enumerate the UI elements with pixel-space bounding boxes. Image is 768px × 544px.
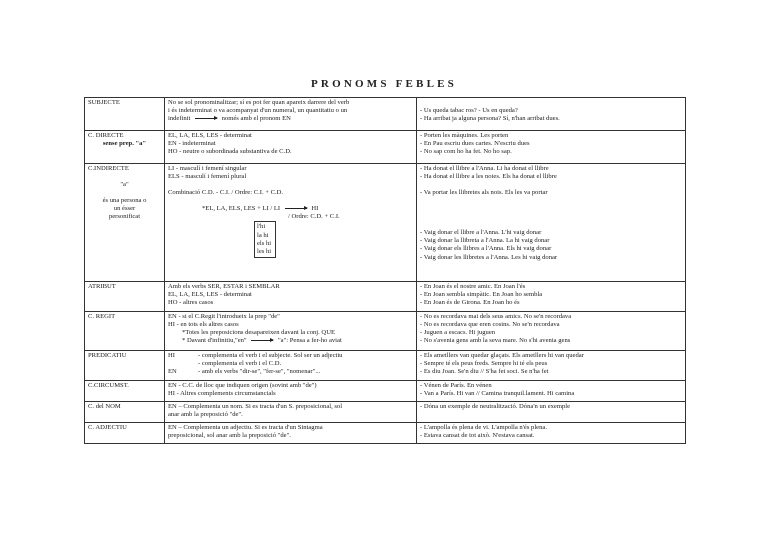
box-item: els hi bbox=[257, 239, 272, 247]
examples-cell bbox=[417, 282, 686, 312]
label-subtext: és una persona o bbox=[102, 197, 147, 205]
example-line: - Va portar les llibretes als nois. Els les va portar bbox=[420, 189, 548, 197]
label-text: SUBJECTE bbox=[88, 99, 120, 106]
rule-text: HI bbox=[168, 352, 175, 359]
label-text: C. del NOM bbox=[88, 403, 121, 410]
example-line: - Vaig donar la llibreta a l'Anna. La hi vaig donar bbox=[420, 237, 550, 245]
rule-line: EL, LA, ELS, LES - determinat bbox=[168, 291, 252, 299]
rule-line: preposicional, sol anar amb la preposició "de". bbox=[168, 432, 291, 440]
rule-line: EL, LA, ELS, LES - determinat bbox=[168, 132, 252, 139]
rule-cell bbox=[165, 402, 417, 423]
rule-text: EN bbox=[168, 368, 177, 376]
table-row bbox=[85, 164, 686, 282]
label-subtext: "a" bbox=[120, 181, 129, 189]
box-item: l'hi bbox=[257, 223, 266, 231]
row-label bbox=[85, 98, 165, 131]
rule-text: indefinit bbox=[168, 115, 191, 123]
row-label bbox=[85, 402, 165, 423]
rule-line: Combinació C.D. - C.I. / Ordre: C.I. + C.D. bbox=[168, 189, 284, 197]
examples-cell bbox=[417, 164, 686, 282]
rule-line: ELS - masculí i femení plural bbox=[168, 173, 247, 181]
example-line: - Ha donat el llibre a l'Anna. Li ha donat el llibre bbox=[420, 165, 549, 172]
arrow-icon bbox=[195, 118, 217, 119]
label-text: ATRIBUT bbox=[88, 283, 116, 290]
rule-text: * Davant d'infinitiu,"en" bbox=[182, 337, 247, 345]
example-line: - Porten les màquines. Les porten bbox=[420, 132, 509, 139]
rule-line: i és indeterminat o va acompanyat d'un numeral, un quantitatiu o un bbox=[168, 107, 348, 115]
rule-line: EN – Complementa un nom. Si es tracta d'un S. preposicional, sol bbox=[168, 403, 343, 410]
row-label bbox=[85, 351, 165, 381]
rule-cell bbox=[165, 131, 417, 164]
example-line: - Ha arribat ja alguna persona? Sí, n'han arribat dues. bbox=[420, 115, 560, 123]
example-line: - No sap com ho ha fet. No ho sap. bbox=[420, 148, 512, 156]
row-label bbox=[85, 164, 165, 282]
example-line: - Estava cansat de tot això. N'estava cansat. bbox=[420, 432, 535, 440]
rule-line: HO - altres casos bbox=[168, 299, 214, 307]
example-line: - Juguen a escacs. Hi juguen bbox=[420, 329, 496, 337]
pronoms-table bbox=[84, 97, 686, 444]
rule-line: LI - masculí i femení singular bbox=[168, 165, 247, 172]
examples-cell bbox=[417, 351, 686, 381]
example-line: - Dóna un exemple de neutralització. Dóna'n un exemple bbox=[420, 403, 571, 410]
example-line: - Es diu Joan. Se'n diu // S'ha fet soci. Se n'ha fet bbox=[420, 368, 549, 376]
label-text: C. DIRECTE bbox=[88, 132, 124, 139]
box-item: la hi bbox=[257, 231, 269, 239]
example-line: - Vénen de París. En vénen bbox=[420, 382, 492, 389]
combination-box bbox=[254, 221, 276, 257]
row-label bbox=[85, 131, 165, 164]
row-label bbox=[85, 312, 165, 351]
rule-cell bbox=[165, 282, 417, 312]
label-subtext: personificat bbox=[108, 213, 141, 221]
table-row bbox=[85, 131, 686, 164]
examples-cell bbox=[417, 98, 686, 131]
rule-line bbox=[168, 205, 413, 213]
table-row bbox=[85, 381, 686, 402]
example-line: - Els ametllers van quedar glaçats. Els ametllers hi van quedar bbox=[420, 352, 584, 359]
rule-line bbox=[168, 352, 413, 360]
row-label bbox=[85, 381, 165, 402]
box-item: les hi bbox=[257, 247, 272, 255]
label-text: C.INDIRECTE bbox=[88, 165, 129, 172]
rule-text: "a": Pensa a fer-ho aviat bbox=[277, 337, 342, 345]
rule-text: - complementa el verb i el subjecte. Sol ser un adjectiu bbox=[198, 352, 343, 359]
arrow-icon bbox=[285, 208, 307, 209]
rule-line bbox=[168, 337, 413, 345]
label-text: C. REGIT bbox=[88, 313, 116, 320]
label-text: C.CIRCUMST. bbox=[88, 382, 129, 389]
rule-line: EN - indeterminat bbox=[168, 140, 216, 148]
rule-cell bbox=[165, 381, 417, 402]
examples-cell bbox=[417, 423, 686, 444]
example-line: - En Joan sembla simpàtic. En Joan ho sembla bbox=[420, 291, 543, 299]
examples-cell bbox=[417, 312, 686, 351]
rule-line: / Ordre: C.D. + C.I. bbox=[288, 213, 340, 221]
rule-text: - complementa el verb i el C.D. bbox=[198, 360, 282, 368]
label-text: C. ADJECTIU bbox=[88, 424, 127, 431]
label-text: PREDICATIU bbox=[88, 352, 127, 359]
rule-cell bbox=[165, 98, 417, 131]
example-line: - No es recordava que eren cosins. No se'n recordava bbox=[420, 321, 560, 329]
rule-line: HI - Altres complements circumstancials bbox=[168, 390, 276, 398]
example-line: - Vaig donar el llibre a l'Anna. L'hi vaig donar bbox=[420, 229, 542, 237]
rule-line: EN - si el C.Regit l'introdueix la prep "de" bbox=[168, 313, 280, 320]
rule-line bbox=[168, 115, 413, 123]
table-row bbox=[85, 423, 686, 444]
rule-line: EN – Complementa un adjectiu. Si es tracta d'un Sintagma bbox=[168, 424, 323, 431]
rule-line: EN - C.C. de lloc que indiquen origen (sovint amb "de") bbox=[168, 382, 317, 389]
rule-cell bbox=[165, 312, 417, 351]
table-row bbox=[85, 351, 686, 381]
example-line: - Vaig donar les llibretes a l'Anna. Les hi vaig donar bbox=[420, 253, 558, 261]
rule-cell bbox=[165, 351, 417, 381]
rule-line: *Totes les preposicions desapareixen davant la conj. QUE bbox=[182, 329, 335, 337]
arrow-icon bbox=[251, 340, 273, 341]
example-line: - Us queda tabac ros? - Us en queda? bbox=[420, 107, 518, 114]
rule-line: HI - en tots els altres casos bbox=[168, 321, 239, 329]
rule-text: - amb els verbs "dir-se", "fer-se", "nomenar"... bbox=[198, 368, 321, 376]
example-line: - No s'avenia gens amb la seva mare. No s'hi avenia gens bbox=[420, 337, 571, 345]
example-line: - En Pau escriu dues cartes. N'escriu dues bbox=[420, 140, 530, 148]
table-row bbox=[85, 402, 686, 423]
label-subtext: sense prep. "a" bbox=[102, 140, 147, 148]
example-line: - No es recordava mai dels seus amics. No se'n recordava bbox=[420, 313, 572, 320]
example-line: - Sempre té els peus freds. Sempre hi té els peus bbox=[420, 360, 548, 368]
examples-cell bbox=[417, 131, 686, 164]
rule-cell bbox=[165, 164, 417, 282]
example-line: - En Joan és el nostre amic. En Joan l'és bbox=[420, 283, 526, 290]
example-line: - Van a París. Hi van // Camina tranquil.lament. Hi camina bbox=[420, 390, 575, 398]
row-label bbox=[85, 423, 165, 444]
table-row bbox=[85, 282, 686, 312]
example-line: - En Joan és de Girona. En Joan ho és bbox=[420, 299, 520, 307]
rule-cell bbox=[165, 423, 417, 444]
rule-line: Amb els verbs SER, ESTAR i SEMBLAR bbox=[168, 283, 280, 290]
rule-text: HI bbox=[311, 205, 319, 213]
example-line: - Vaig donar els llibres a l'Anna. Els hi vaig donar bbox=[420, 245, 552, 253]
examples-cell bbox=[417, 402, 686, 423]
rule-line: No se sol pronominalitzar; sí es pot fer quan apareix darrere del verb bbox=[168, 99, 350, 106]
rule-line bbox=[168, 368, 413, 376]
examples-cell bbox=[417, 381, 686, 402]
rule-text: *EL, LA, ELS, LES + LI / LI bbox=[202, 205, 281, 213]
example-line: - Ha donat el llibre a les noies. Els ha donat el llibre bbox=[420, 173, 557, 181]
table-row bbox=[85, 98, 686, 131]
rule-line: anar amb la preposició "de". bbox=[168, 411, 243, 419]
table-row bbox=[85, 312, 686, 351]
rule-text: només amb el pronom EN bbox=[221, 115, 291, 123]
row-label bbox=[85, 282, 165, 312]
rule-line: HO - neutre o subordinada substantiva de C.D. bbox=[168, 148, 292, 156]
example-line: - L'ampolla és plena de vi. L'ampolla n'és plena. bbox=[420, 424, 547, 431]
rule-line bbox=[168, 360, 413, 368]
label-subtext: un ésser bbox=[113, 205, 136, 213]
page-title: PRONOMS FEBLES bbox=[311, 78, 457, 90]
